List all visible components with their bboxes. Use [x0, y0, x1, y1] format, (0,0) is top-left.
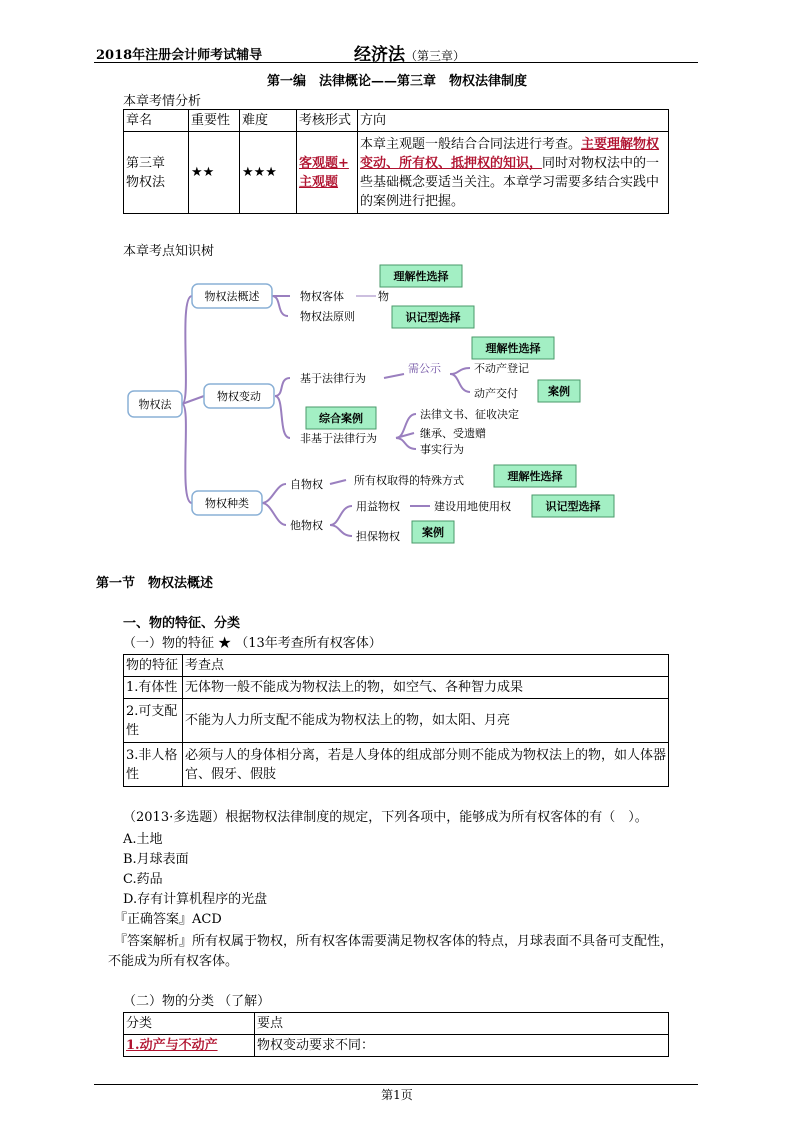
analysis-caption: 本章考情分析 — [123, 94, 202, 109]
feature-row-v: 不能为人力所支配不能成为物权法上的物，如太阳、月亮 — [183, 699, 669, 743]
class-header-v: 要点 — [255, 1013, 669, 1035]
analysis-header-form: 考核形式 — [297, 110, 358, 132]
class-row-k — [124, 1035, 255, 1057]
link-b2a-note — [384, 374, 404, 378]
answer-analysis-1: 『答案解析』所有权属于物权，所有权客体需要满足物权客体的特点，月球表面不具备可支配性， — [114, 934, 674, 949]
link-b1-b1b — [272, 296, 288, 316]
b3-label: 物权种类 — [205, 497, 249, 510]
section-title: 第一节 物权法概述 — [96, 576, 214, 591]
analysis-header-chapter: 章名 — [124, 110, 189, 132]
header-subject: 经济法 — [354, 45, 405, 65]
page-number: 第1页 — [381, 1088, 413, 1102]
link-b3-b3a — [262, 484, 286, 503]
link-b2-b2b — [275, 396, 290, 438]
tag-case-2-label: 案例 — [422, 526, 444, 539]
b2a-note: 需公示 — [408, 362, 441, 375]
b2b3-label: 事实行为 — [420, 443, 464, 456]
question-stem: （2013·多选题）根据物权法律制度的规定，下列各项中，能够成为所有权客体的有（ ）。 — [123, 810, 648, 825]
form-subjective: 主观题 — [299, 174, 339, 190]
chapter-name: 物权法 — [126, 174, 166, 190]
tag-case-1-label: 案例 — [548, 385, 570, 398]
chapter-number: 第三章 — [126, 155, 166, 171]
tag-comp-label: 综合案例 — [319, 412, 363, 425]
page-title: 第一编 法律概论——第三章 物权法律制度 — [266, 74, 527, 89]
tag-memory-2-label: 识记型选择 — [545, 500, 601, 513]
tag-understand-2-label: 理解性选择 — [485, 342, 541, 355]
option-a: A.土地 — [123, 832, 163, 847]
analysis-difficulty: ★★★ — [240, 132, 297, 214]
link-b2b-2 — [396, 433, 414, 438]
feature-table — [123, 654, 669, 787]
b2a2-label: 动产交付 — [474, 387, 518, 400]
b2b1-label: 法律文书、征收决定 — [420, 408, 519, 421]
direction-text-a: 本章主观题一般结合合同法进行考查。 — [360, 136, 582, 152]
knowledge-tree — [0, 0, 794, 560]
classification-table — [123, 1012, 669, 1057]
subsection-title: 一、物的特征、分类 — [123, 616, 241, 631]
b3b-label: 他物权 — [290, 519, 323, 532]
class-movable-link: 1.动产与不动产 — [126, 1038, 218, 1053]
link-b3b-1 — [330, 506, 352, 525]
b2-label: 物权变动 — [217, 390, 261, 403]
link-root-b3 — [182, 404, 192, 503]
header-chapter: （第三章） — [405, 49, 466, 63]
b1a-leaf: 物 — [378, 290, 389, 303]
b2b2-label: 继承、受遗赠 — [420, 427, 486, 440]
link-root-b1 — [182, 296, 192, 404]
link-b2-b2a — [275, 378, 290, 396]
b3a-label: 自物权 — [290, 478, 323, 491]
option-b: B.月球表面 — [123, 852, 189, 867]
root-label: 物权法 — [138, 398, 172, 411]
feature-row-v: 必须与人的身体相分离，若是人身体的组成部分则不能成为物权法上的物，如人体器官、假牙、假肢 — [183, 743, 669, 787]
b1-label: 物权法概述 — [204, 290, 260, 303]
feature-row-k: 2.可支配性 — [124, 699, 183, 743]
direction-highlight: 主要理解物权变动、所有权、抵押权的知识， — [360, 136, 660, 171]
b1b-label: 物权法原则 — [300, 310, 355, 323]
tag-memory-1-label: 识记型选择 — [405, 311, 461, 324]
feature-row-v: 无体物一般不能成为物权法上的物，如空气、各种智力成果 — [183, 677, 669, 699]
feature-row-k: 3.非人格性 — [124, 743, 183, 787]
link-b3a-1 — [330, 480, 346, 484]
tag-understand-3-label: 理解性选择 — [507, 470, 563, 483]
feature-row-k: 1.有体性 — [124, 677, 183, 699]
tag-understand-1-label: 理解性选择 — [393, 270, 449, 283]
form-objective: 客观题+ — [299, 155, 349, 171]
b1a-label: 物权客体 — [300, 290, 344, 303]
b3b1a-label: 建设用地使用权 — [434, 500, 511, 513]
b3b1-label: 用益物权 — [356, 500, 400, 513]
feature-header-v: 考查点 — [183, 655, 669, 677]
footer-rule — [94, 1084, 698, 1085]
analysis-importance: ★★ — [189, 132, 240, 214]
answer-analysis-2: 不能成为所有权客体。 — [108, 954, 239, 969]
link-note-a2 — [450, 374, 470, 392]
option-c: C.药品 — [123, 872, 163, 887]
tree-caption: 本章考点知识树 — [123, 244, 215, 259]
b3b2-label: 担保物权 — [356, 530, 400, 543]
link-b3b-2 — [330, 525, 352, 536]
b2a-label: 基于法律行为 — [300, 372, 366, 385]
link-b2b-3 — [396, 438, 416, 449]
b2a1-label: 不动产登记 — [474, 362, 529, 375]
option-d: D.存有计算机程序的光盘 — [123, 892, 268, 907]
direction-text-c: 同时对物权法中的一些基础概念要适当关注。本章学习需要多结合实践中的案例进行把握。 — [360, 155, 660, 209]
feature-caption: （一）物的特征 ★ （13年考查所有权客体） — [123, 636, 382, 651]
classification-caption: （二）物的分类 （了解） — [123, 994, 271, 1009]
correct-answer: 『正确答案』ACD — [114, 912, 222, 927]
b2b-label: 非基于法律行为 — [300, 432, 377, 445]
analysis-header-importance: 重要性 — [189, 110, 240, 132]
link-b3-b3b — [262, 503, 286, 525]
b3a1-label: 所有权取得的特殊方式 — [354, 474, 464, 487]
class-header-k: 分类 — [124, 1013, 255, 1035]
feature-header-k: 物的特征 — [124, 655, 183, 677]
link-note-a1 — [450, 368, 470, 374]
analysis-header-difficulty: 难度 — [240, 110, 297, 132]
analysis-header-direction: 方向 — [358, 110, 669, 132]
class-row-v: 物权变动要求不同： — [255, 1035, 669, 1057]
header-left: 2018年注册会计师考试辅导 — [96, 48, 263, 63]
